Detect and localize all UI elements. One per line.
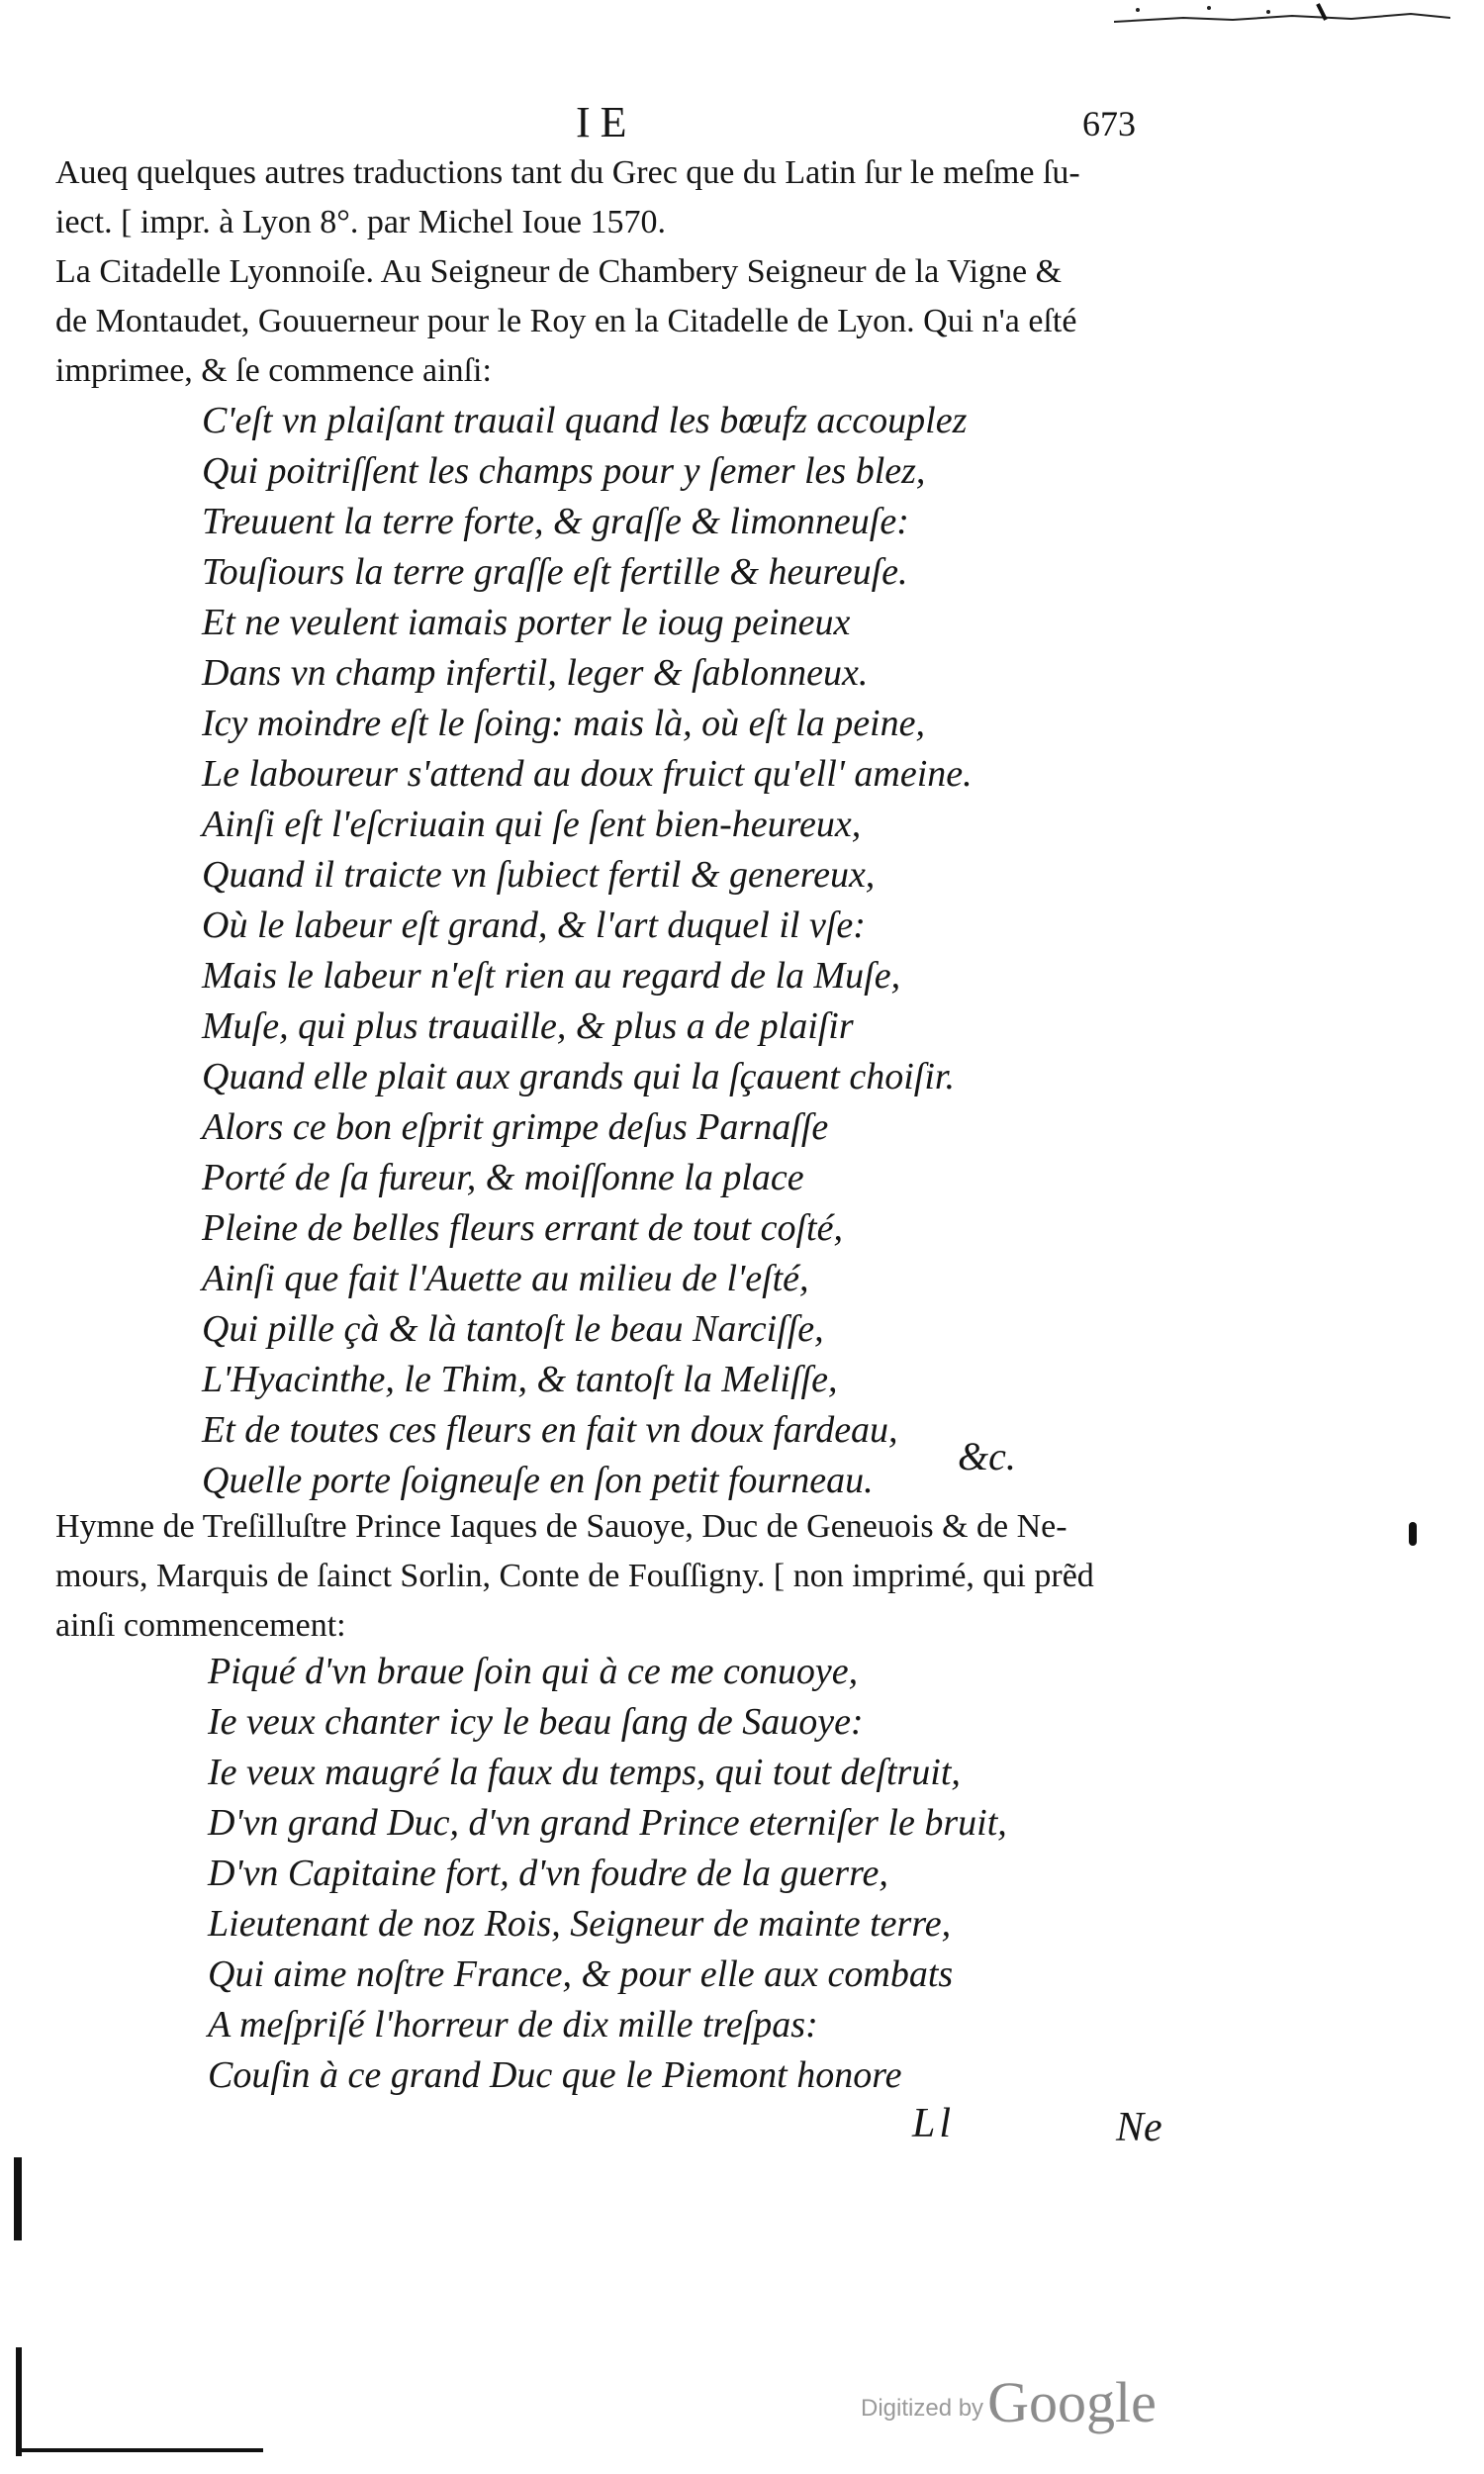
text-line: ainſi commencement: [55, 1607, 346, 1644]
verse-line: Où le labeur eſt grand, & l'art duquel il vſe: [202, 904, 866, 946]
text-line: Aueq quelques autres traductions tant du Grec que du Latin ſur le meſme ſu- [55, 154, 1080, 191]
poem-hymne-sauoye [208, 1647, 1007, 2101]
verse-line: D'vn Capitaine fort, d'vn foudre de la guerre, [208, 1853, 888, 1894]
verse-line: Ainſi eſt l'eſcriuain qui ſe ſent bien-heureux, [202, 804, 862, 845]
text-line: de Montaudet, Gouuerneur pour le Roy en la Citadelle de Lyon. Qui n'a eſté [55, 303, 1077, 339]
verse-line: L'Hyacinthe, le Thim, & tantoſt la Meliſſe, [202, 1359, 838, 1400]
verse-line: Mais le labeur n'eſt rien au regard de la Muſe, [202, 955, 901, 997]
scan-edge-mark [1114, 0, 1450, 30]
verse-line: Treuuent la terre forte, & graſſe & limonneuſe: [202, 501, 909, 542]
verse-line: Lieutenant de noz Rois, Seigneur de mainte terre, [208, 1903, 952, 1945]
catchword: Ne [1116, 2105, 1162, 2150]
verse-line: Le laboureur s'attend au doux fruict qu'ell' ameine. [202, 753, 973, 795]
verse-line: Et ne veulent iamais porter le ioug peineux [202, 602, 851, 643]
page-number: 673 [1082, 104, 1136, 143]
verse-line: Qui pille çà & là tantoſt le beau Narciſſe, [202, 1308, 824, 1350]
verse-line: Quelle porte ſoigneuſe en ſon petit fourneau. [202, 1460, 874, 1501]
google-wordmark: Google [987, 2370, 1157, 2434]
verse-line: C'eſt vn plaiſant trauail quand les bœufz accouplez [202, 400, 968, 441]
digitized-watermark [861, 2369, 1157, 2435]
verse-line: Piqué d'vn braue ſoin qui à ce me conuoye, [208, 1651, 859, 1692]
verse-line: Dans vn champ infertil, leger & ſablonneux. [202, 652, 869, 694]
verse-line: Quand il traicte vn ſubiect fertil & genereux, [202, 854, 876, 896]
scan-edge-mark [16, 2448, 263, 2452]
verse-line: Ie veux chanter icy le beau ſang de Sauoye: [208, 1701, 864, 1743]
verse-line: Couſin à ce grand Duc que le Piemont honore [208, 2054, 902, 2096]
text-line: La Citadelle Lyonnoiſe. Au Seigneur de Chambery Seigneur de la Vigne & [55, 253, 1063, 290]
running-head [0, 97, 1484, 146]
text-line: mours, Marquis de ſainct Sorlin, Conte de Fouſſigny. [ non imprimé, qui prẽd [55, 1558, 1094, 1594]
etcetera-mark: &c. [958, 1434, 1016, 1478]
running-head-letters: IE [576, 98, 637, 146]
scan-edge-mark [14, 2157, 22, 2240]
verse-line: Pleine de belles fleurs errant de tout coſté, [202, 1207, 843, 1249]
verse-line: Icy moindre eſt le ſoing: mais là, où eſt la peine, [202, 703, 925, 744]
verse-line: Qui aime noſtre France, & pour elle aux combats [208, 1953, 954, 1995]
poem-citadelle-lyonnoise [202, 396, 973, 1506]
scan-speck [1409, 1522, 1417, 1546]
text-line: iect. [ impr. à Lyon 8°. par Michel Ioue 1570. [55, 204, 666, 240]
verse-line: Et de toutes ces fleurs en fait vn doux fardeau, [202, 1409, 898, 1451]
digitized-by-text: Digitized by [861, 2395, 984, 2422]
bibliographic-entry-2 [55, 1502, 1193, 1651]
verse-line: Ie veux maugré la faux du temps, qui tout deſtruit, [208, 1752, 961, 1793]
verse-line: Ainſi que fait l'Auette au milieu de l'eſté, [202, 1258, 809, 1299]
verse-line: Qui poitriſſent les champs pour y ſemer les blez, [202, 450, 926, 492]
verse-line: Muſe, qui plus trauaille, & plus a de plaiſir [202, 1005, 854, 1047]
verse-line: Touſiours la terre graſſe eſt fertille & heureuſe. [202, 551, 908, 593]
verse-line: A meſpriſé l'horreur de dix mille treſpas: [208, 2004, 818, 2046]
bibliographic-entry-1 [55, 148, 1193, 396]
signature-mark: Ll [912, 2101, 956, 2146]
verse-line: Alors ce bon eſprit grimpe deſus Parnaſſe [202, 1106, 829, 1148]
text-line: Hymne de Treſilluſtre Prince Iaques de Sauoye, Duc de Geneuois & de Ne- [55, 1508, 1067, 1545]
verse-line: D'vn grand Duc, d'vn grand Prince eterniſer le bruit, [208, 1802, 1007, 1844]
verse-line: Quand elle plait aux grands qui la ſçauent choiſir. [202, 1056, 955, 1097]
scan-edge-mark [16, 2347, 22, 2456]
text-line: imprimee, & ſe commence ainſi: [55, 352, 492, 389]
verse-line: Porté de ſa fureur, & moiſſonne la place [202, 1157, 804, 1198]
